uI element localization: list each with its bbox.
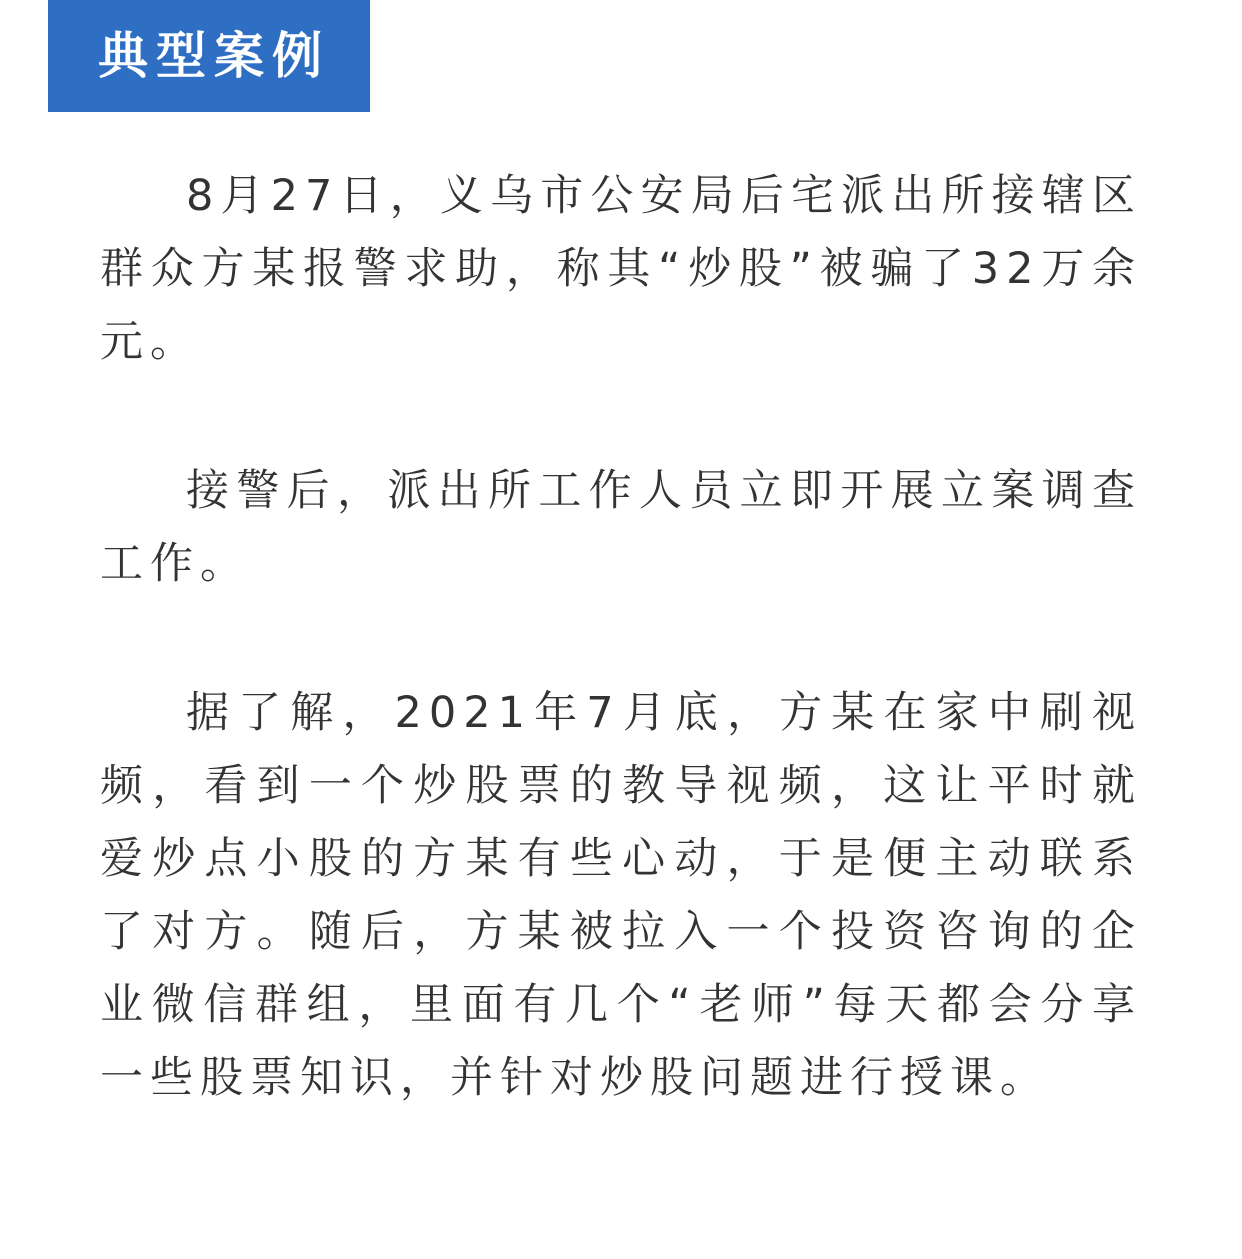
paragraph-investigation: 接警后，派出所工作人员立即开展立案调查工作。 — [100, 466, 1142, 589]
article-body — [100, 160, 1142, 1191]
paragraph-background: 据了解，2021年7月底，方某在家中刷视频，看到一个炒股票的教导视频，这让平时就爱炒点小股的方某有些心动，于是便主动联系了对方。随后，方某被拉入一个投资咨询的企业微信群组，里面有几个“老师”每天都会分享一些股票知识，并针对炒股问题进行授课。 — [100, 688, 1142, 1103]
section-tag — [48, 0, 370, 112]
paragraph-report: 8月27日，义乌市公安局后宅派出所接辖区群众方某报警求助，称其“炒股”被骗了32万余元。 — [100, 171, 1142, 367]
section-tag-label: 典型案例 — [98, 27, 330, 85]
